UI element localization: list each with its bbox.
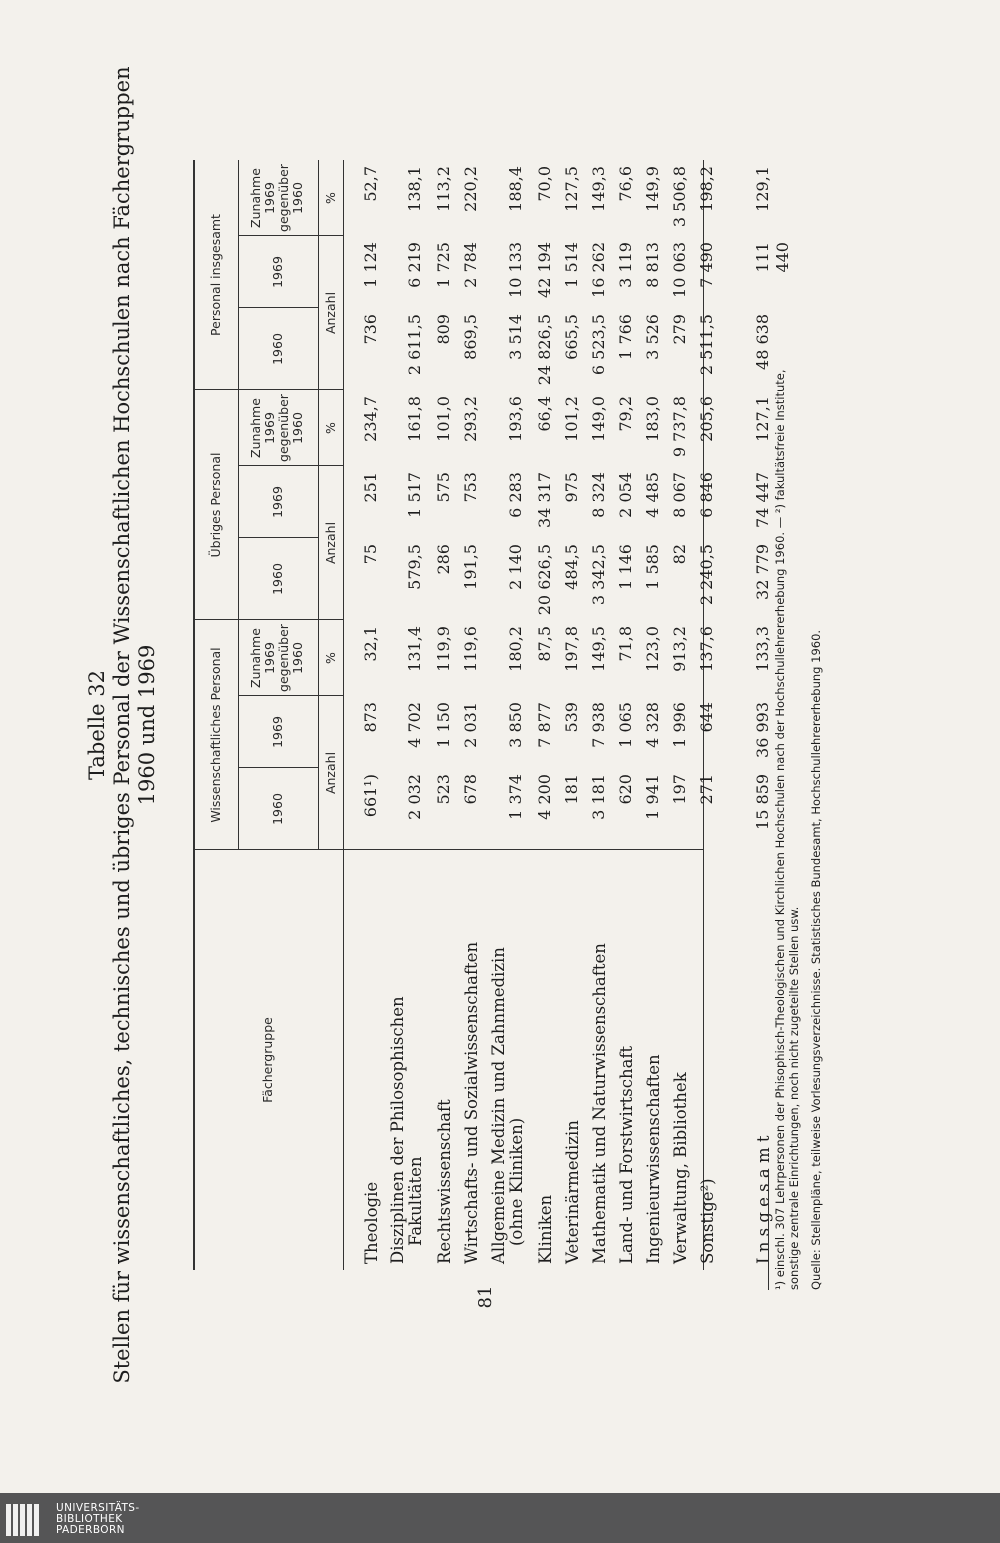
table-cell: 1 514 [562, 242, 581, 288]
table-cell: 7 490 [697, 242, 716, 288]
table-cell: 113,2 [434, 166, 453, 212]
row-label: Land- und Forstwirtschaft [617, 1045, 636, 1264]
table-cell: 869,5 [461, 314, 480, 360]
table-cell: 111 440 [753, 242, 792, 273]
unit-anzahl: Anzahl [323, 751, 338, 795]
table-cell: 42 194 [535, 242, 554, 298]
table-cell: 32 779 [753, 544, 772, 600]
unit-percent: % [323, 652, 338, 664]
table-cell: 678 [461, 774, 480, 805]
table-cell: 1 585 [643, 544, 662, 590]
table-cell: 48 638 [753, 314, 772, 370]
table-cell: 119,6 [461, 626, 480, 672]
table-cell: 183,0 [643, 396, 662, 442]
stub-header: Fächergruppe [260, 1017, 275, 1103]
rotated-table-page [85, 0, 985, 1450]
table-cell: 220,2 [461, 166, 480, 212]
table-cell: 76,6 [616, 166, 635, 202]
table-cell: 16 262 [589, 242, 608, 298]
table-cell: 2 511,5 [697, 314, 716, 376]
table-cell: 127,5 [562, 166, 581, 212]
page-number: 81 [475, 1285, 496, 1309]
table-cell: 82 [670, 544, 689, 565]
table-cell: 6 283 [506, 472, 525, 518]
row-label: Veterinärmedizin [563, 1120, 582, 1264]
table-cell: 753 [461, 472, 480, 503]
table-cell: 10 133 [506, 242, 525, 298]
table-cell: 161,8 [405, 396, 424, 442]
table-cell: 149,3 [589, 166, 608, 212]
col-header-1969: 1969 [270, 716, 285, 748]
library-footer-bar [0, 1493, 1000, 1543]
table-cell: 75 [361, 544, 380, 565]
table-number: Tabelle 32 [85, 669, 109, 781]
table-cell: 71,8 [616, 626, 635, 662]
table-cell: 101,0 [434, 396, 453, 442]
table-cell: 736 [361, 314, 380, 345]
col-header-1960: 1960 [270, 563, 285, 595]
row-label: Verwaltung, Bibliothek [671, 1072, 690, 1264]
table-cell: 79,2 [616, 396, 635, 432]
table-cell: 3 506,8 [670, 166, 689, 228]
table-cell: 2 140 [506, 544, 525, 590]
library-logo-text: UNIVERSITÄTS- BIBLIOTHEK PADERBORN [56, 1502, 140, 1536]
table-cell: 644 [697, 702, 716, 733]
table-cell: 873 [361, 702, 380, 733]
table-cell: 3 342,5 [589, 544, 608, 606]
table-years: 1960 und 1969 [135, 644, 159, 806]
footnote-rule [768, 1170, 769, 1290]
table-cell: 3 119 [616, 242, 635, 288]
table-cell: 234,7 [361, 396, 380, 442]
table-cell: 70,0 [535, 166, 554, 202]
table-cell: 8 067 [670, 472, 689, 518]
col-header-zunahme: Zunahme 1969 gegenüber 1960 [248, 394, 305, 462]
table-cell: 3 514 [506, 314, 525, 360]
table-cell: 279 [670, 314, 689, 345]
table-cell: 1 124 [361, 242, 380, 288]
row-label: Theologie [362, 1181, 381, 1264]
table-cell: 87,5 [535, 626, 554, 662]
col-header-1960: 1960 [270, 793, 285, 825]
table-cell: 661¹) [361, 774, 380, 818]
table-cell: 1 374 [506, 774, 525, 820]
table-cell: 2 611,5 [405, 314, 424, 376]
table-cell: 4 200 [535, 774, 554, 820]
table-cell: 24 826,5 [535, 314, 554, 386]
unit-percent: % [323, 192, 338, 204]
table-cell: 34 317 [535, 472, 554, 528]
table-cell: 9 737,8 [670, 396, 689, 458]
table-cell: 193,6 [506, 396, 525, 442]
table-cell: 52,7 [361, 166, 380, 202]
row-label: Kliniken [536, 1194, 555, 1264]
col-header-1969: 1969 [270, 256, 285, 288]
col-header-zunahme: Zunahme 1969 gegenüber 1960 [248, 164, 305, 232]
row-label: Rechtswissenschaft [435, 1099, 454, 1264]
table-cell: 2 031 [461, 702, 480, 748]
unit-anzahl: Anzahl [323, 521, 338, 565]
table-cell: 6 846 [697, 472, 716, 518]
table-cell: 123,0 [643, 626, 662, 672]
col-header-zunahme: Zunahme 1969 gegenüber 1960 [248, 624, 305, 692]
table-cell: 8 324 [589, 472, 608, 518]
table-cell: 181 [562, 774, 581, 805]
col-header-1969: 1969 [270, 486, 285, 518]
table-cell: 1 996 [670, 702, 689, 748]
table-cell: 197,8 [562, 626, 581, 672]
table-cell: 149,5 [589, 626, 608, 672]
table-cell: 2 054 [616, 472, 635, 518]
table-cell: 913,2 [670, 626, 689, 672]
table-cell: 7 938 [589, 702, 608, 748]
table-cell: 251 [361, 472, 380, 503]
table-cell: 286 [434, 544, 453, 575]
row-label: Ingenieurwissenschaften [644, 1054, 663, 1264]
table-cell: 149,0 [589, 396, 608, 442]
row-label: Allgemeine Medizin und Zahnmedizin (ohne Kliniken) [489, 947, 526, 1264]
table-cell: 66,4 [535, 396, 554, 432]
table-cell: 2 032 [405, 774, 424, 820]
table-cell: 6 523,5 [589, 314, 608, 376]
table-cell: 2 784 [461, 242, 480, 288]
col-header-1960: 1960 [270, 333, 285, 365]
table-title-block [85, 0, 160, 1450]
row-label: Sonstige²) [698, 1178, 717, 1264]
table-cell: 137,6 [697, 626, 716, 672]
table-cell: 1 517 [405, 472, 424, 518]
table-cell: 149,9 [643, 166, 662, 212]
table-cell: 523 [434, 774, 453, 805]
table-cell: 119,9 [434, 626, 453, 672]
table-cell: 191,5 [461, 544, 480, 590]
table-cell: 3 181 [589, 774, 608, 820]
group-header-uebriges: Übriges Personal [208, 452, 223, 558]
table-cell: 180,2 [506, 626, 525, 672]
table-cell: 3 526 [643, 314, 662, 360]
table-cell: 271 [697, 774, 716, 805]
unit-anzahl: Anzahl [323, 291, 338, 335]
table-cell: 484,5 [562, 544, 581, 590]
table-cell: 36 993 [753, 702, 772, 758]
table-cell: 138,1 [405, 166, 424, 212]
table-cell: 975 [562, 472, 581, 503]
group-header-insgesamt: Personal insgesamt [208, 214, 223, 336]
table-cell: 6 219 [405, 242, 424, 288]
library-logo-icon [6, 1504, 41, 1540]
table-cell: 4 702 [405, 702, 424, 748]
table-cell: 1 146 [616, 544, 635, 590]
table-cell: 4 485 [643, 472, 662, 518]
table-cell: 205,6 [697, 396, 716, 442]
table-cell: 131,4 [405, 626, 424, 672]
table-cell: 20 626,5 [535, 544, 554, 616]
table-cell: 101,2 [562, 396, 581, 442]
table-cell: 2 240,5 [697, 544, 716, 606]
table-cell: 1 766 [616, 314, 635, 360]
table-cell: 127,1 [753, 396, 772, 442]
footnote-1-continued: sonstige zentrale Einrichtungen, noch nicht zugeteilte Stellen usw. [787, 906, 801, 1290]
row-label: I n s g e s a m t [754, 1135, 773, 1264]
table-cell: 197 [670, 774, 689, 805]
table-cell: 4 328 [643, 702, 662, 748]
source-note: Quelle: Stellenpläne, teilweise Vorlesungsverzeichnisse. Statistisches Bundesamt, Hochschullehrererhebung 1960. [809, 629, 823, 1290]
table-cell: 1 065 [616, 702, 635, 748]
row-label: Wirtschafts- und Sozialwissenschaften [462, 941, 481, 1264]
table-cell: 133,3 [753, 626, 772, 672]
footnote-1: ¹) einschl. 307 Lehrpersonen der Phisophisch-Theologischen und Kirchlichen Hochschulen nach der Hochschullehrererhebung 1960. — ²) fakultätsfreie Institute, [773, 369, 787, 1290]
table-cell: 665,5 [562, 314, 581, 360]
row-label: Disziplinen der Philosophischen Fakultäten [388, 996, 425, 1264]
table-title: Stellen für wissenschaftliches, technisches und übriges Personal der Wissenschaftlichen Hochschulen nach Fächergruppen [110, 66, 134, 1384]
table-cell: 3 850 [506, 702, 525, 748]
row-label: Mathematik und Naturwissenschaften [590, 943, 609, 1264]
table-cell: 198,2 [697, 166, 716, 212]
table-cell: 188,4 [506, 166, 525, 212]
table-cell: 575 [434, 472, 453, 503]
table-cell: 8 813 [643, 242, 662, 288]
table-cell: 32,1 [361, 626, 380, 662]
table-cell: 74 447 [753, 472, 772, 528]
table-cell: 293,2 [461, 396, 480, 442]
unit-percent: % [323, 422, 338, 434]
table-cell: 1 725 [434, 242, 453, 288]
table-cell: 10 063 [670, 242, 689, 298]
table-cell: 1 150 [434, 702, 453, 748]
table-cell: 809 [434, 314, 453, 345]
table-cell: 129,1 [753, 166, 772, 212]
table-cell: 7 877 [535, 702, 554, 748]
table-cell: 620 [616, 774, 635, 805]
group-header-wiss: Wissenschaftliches Personal [208, 647, 223, 823]
table-cell: 579,5 [405, 544, 424, 590]
table-cell: 15 859 [753, 774, 772, 830]
table-cell: 1 941 [643, 774, 662, 820]
table-cell: 539 [562, 702, 581, 733]
